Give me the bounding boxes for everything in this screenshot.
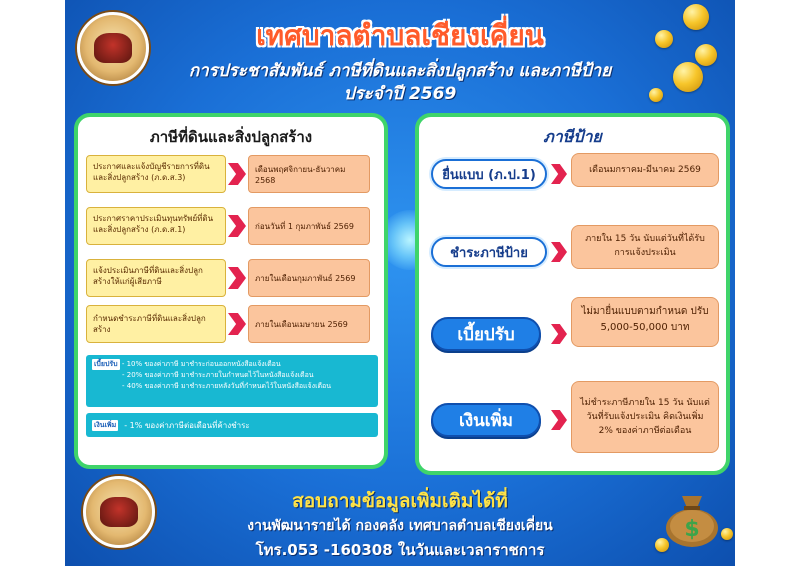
svg-text:$: $ bbox=[684, 517, 700, 542]
arrow-right-icon bbox=[551, 410, 567, 430]
contact-phone: โทร.053 -160308 ในวันและเวลาราชการ bbox=[255, 541, 545, 559]
land-tax-step: ประกาศราคาประเมินทุนทรัพย์ที่ดินและสิ่งปลูกสร้าง (ภ.ด.ส.1) bbox=[86, 207, 226, 245]
arrow-right-icon bbox=[228, 313, 246, 335]
land-tax-panel bbox=[74, 113, 388, 469]
sign-tax-label: เงินเพิ่ม bbox=[431, 403, 541, 437]
sign-tax-label: ชำระภาษีป้าย bbox=[431, 237, 547, 267]
land-tax-period: เดือนพฤศจิกายน-ธันวาคม 2568 bbox=[248, 155, 370, 193]
page-subtitle: การประชาสัมพันธ์ ภาษีที่ดินและสิ่งปลูกสร้าง และภาษีป้าย bbox=[188, 61, 612, 81]
land-tax-step: แจ้งประเมินภาษีที่ดินและสิ่งปลูกสร้างให้แก่ผู้เสียภาษี bbox=[86, 259, 226, 297]
sign-tax-info: ไม่มายื่นแบบตามกำหนด ปรับ 5,000-50,000 บาท bbox=[571, 297, 719, 347]
land-tax-step: กำหนดชำระภาษีที่ดินและสิ่งปลูกสร้าง bbox=[86, 305, 226, 343]
arrow-right-icon bbox=[228, 163, 246, 185]
land-tax-title: ภาษีที่ดินและสิ่งปลูกสร้าง bbox=[149, 128, 313, 146]
fine-tag: เบี้ยปรับ bbox=[94, 360, 118, 368]
contact-heading: สอบถามข้อมูลเพิ่มเติมได้ที่ bbox=[292, 490, 508, 512]
surcharge-tag: เงินเพิ่ม bbox=[94, 420, 117, 429]
sign-tax-title: ภาษีป้าย bbox=[543, 127, 602, 146]
arrow-right-icon bbox=[551, 164, 567, 184]
sign-tax-panel bbox=[415, 113, 730, 475]
money-bag-icon bbox=[663, 486, 721, 548]
arrow-right-icon bbox=[228, 215, 246, 237]
fine-line: - 10% ของค่าภาษี มาชำระก่อนออกหนังสือแจ้งเตือน bbox=[121, 360, 281, 368]
contact-office: งานพัฒนารายได้ กองคลัง เทศบาลตำบลเชียงเคี่ยน bbox=[247, 518, 553, 534]
fine-line: - 20% ของค่าภาษี มาชำระภายในกำหนดไว้ในหนังสือแจ้งเตือน bbox=[122, 371, 314, 379]
fine-notes bbox=[86, 355, 378, 407]
arrow-right-icon bbox=[551, 242, 567, 262]
arrow-right-icon bbox=[551, 324, 567, 344]
land-tax-period: ก่อนวันที่ 1 กุมภาพันธ์ 2569 bbox=[248, 207, 370, 245]
sign-tax-label: ยื่นแบบ (ภ.ป.1) bbox=[431, 159, 547, 189]
land-tax-step: ประกาศและแจ้งบัญชีรายการที่ดินและสิ่งปลูกสร้าง (ภ.ด.ส.3) bbox=[86, 155, 226, 193]
arrow-right-icon bbox=[228, 267, 246, 289]
page-title: เทศบาลตำบลเชียงเคี่ยน bbox=[256, 19, 544, 52]
year-line: ประจำปี 2569 bbox=[343, 84, 457, 104]
poster bbox=[65, 0, 735, 566]
sign-tax-info: เดือนมกราคม-มีนาคม 2569 bbox=[571, 153, 719, 187]
fine-line: - 40% ของค่าภาษี มาชำระภายหลังวันที่กำหนดไว้ในหนังสือแจ้งเตือน bbox=[122, 382, 332, 390]
sign-tax-info: ภายใน 15 วัน นับแต่วันที่ได้รับการแจ้งประเมิน bbox=[571, 225, 719, 269]
land-tax-period: ภายในเดือนเมษายน 2569 bbox=[248, 305, 370, 343]
sign-tax-info: ไม่ชำระภาษีภายใน 15 วัน นับแต่วันที่รับแจ้งประเมิน คิดเงินเพิ่ม 2% ของค่าภาษีต่อเดือน bbox=[571, 381, 719, 453]
surcharge-note bbox=[86, 413, 378, 437]
sign-tax-label: เบี้ยปรับ bbox=[431, 317, 541, 351]
surcharge-text: - 1% ของค่าภาษีต่อเดือนที่ค้างชำระ bbox=[124, 420, 250, 430]
land-tax-period: ภายในเดือนกุมภาพันธ์ 2569 bbox=[248, 259, 370, 297]
